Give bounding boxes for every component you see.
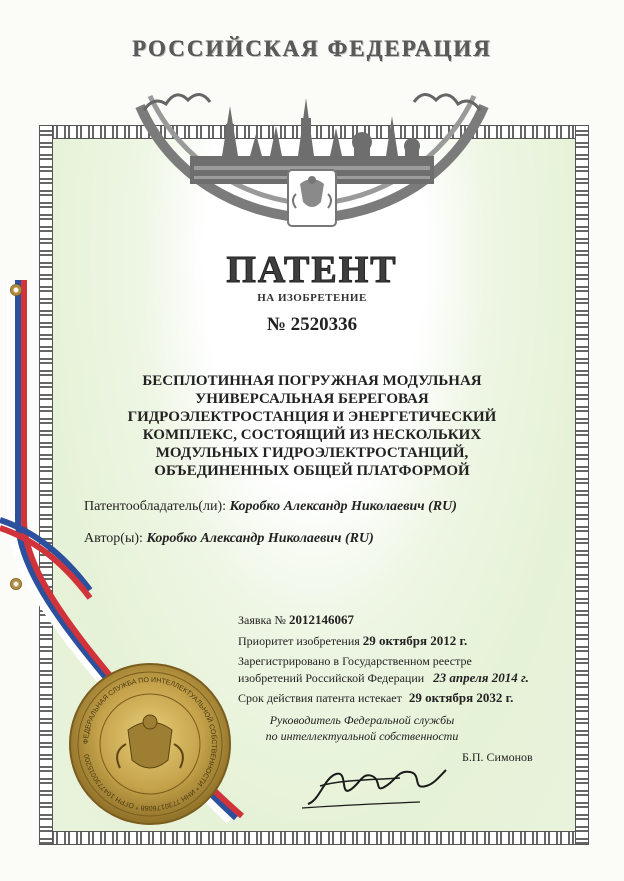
registered-line-2: изобретений Российской Федерации xyxy=(238,671,425,685)
priority-date: 29 октября 2012 г. xyxy=(362,633,468,648)
border-bottom xyxy=(40,832,588,844)
patent-number: № 2520336 xyxy=(266,314,358,335)
invention-line: ОБЪЕДИНЕННЫХ ОБЩЕЙ ПЛАТФОРМОЙ xyxy=(154,463,470,479)
expiry-label: Срок действия патента истекает xyxy=(238,691,402,705)
owner-value: Коробко Александр Николаевич (RU) xyxy=(229,499,457,514)
owner-label: Патентообладатель(ли): xyxy=(84,499,227,514)
country-title: РОССИЙСКАЯ ФЕДЕРАЦИЯ xyxy=(132,36,492,61)
application-row xyxy=(238,612,578,628)
signatory-title-line: по интеллектуальной собственности xyxy=(265,729,459,743)
expiry-date: 29 октября 2032 г. xyxy=(408,690,514,705)
priority-row xyxy=(238,633,578,649)
registered-row-2 xyxy=(238,670,578,686)
invention-line: КОМПЛЕКС, СОСТОЯЩИЙ ИЗ НЕСКОЛЬКИХ xyxy=(142,427,482,443)
registered-row-1 xyxy=(238,654,578,669)
author-label: Автор(ы): xyxy=(84,531,143,546)
invention-line: УНИВЕРСАЛЬНАЯ БЕРЕГОВАЯ xyxy=(195,391,429,407)
signatory-title xyxy=(262,712,462,744)
invention-line: БЕСПЛОТИННАЯ ПОГРУЖНАЯ МОДУЛЬНАЯ xyxy=(142,373,482,389)
priority-label: Приоритет изобретения xyxy=(238,634,360,648)
invention-line: МОДУЛЬНЫХ ГИДРОЭЛЕКТРОСТАНЦИЙ, xyxy=(155,445,469,461)
official-seal xyxy=(66,660,234,828)
signature-mark xyxy=(300,756,450,811)
application-label: Заявка № xyxy=(238,613,286,627)
expiry-row xyxy=(238,690,578,706)
author-value: Коробко Александр Николаевич (RU) xyxy=(146,531,374,546)
patent-subtitle: НА ИЗОБРЕТЕНИЕ xyxy=(257,292,367,304)
kremlin-emblem xyxy=(130,66,494,236)
grommet-bottom xyxy=(10,578,22,590)
signatory-title-line: Руководитель Федеральной службы xyxy=(269,713,455,727)
patent-title: ПАТЕНТ xyxy=(226,249,398,291)
signatory-name: Б.П. Симонов xyxy=(462,750,533,764)
grommet-top xyxy=(10,284,22,296)
registered-date: 23 апреля 2014 г. xyxy=(433,670,529,685)
registered-line-1: Зарегистрировано в Государственном реестре xyxy=(238,654,472,668)
border-right xyxy=(576,126,588,844)
application-number: 2012146067 xyxy=(288,612,354,627)
seal-text: ФЕДЕРАЛЬНАЯ СЛУЖБА ПО ИНТЕЛЛЕКТУАЛЬНОЙ СОБСТВЕННОСТИ * ИНН 7730176088 * ОГРН 1047730015200 xyxy=(82,676,218,812)
invention-line: ГИДРОЭЛЕКТРОСТАНЦИЯ И ЭНЕРГЕТИЧЕСКИЙ xyxy=(127,409,497,425)
